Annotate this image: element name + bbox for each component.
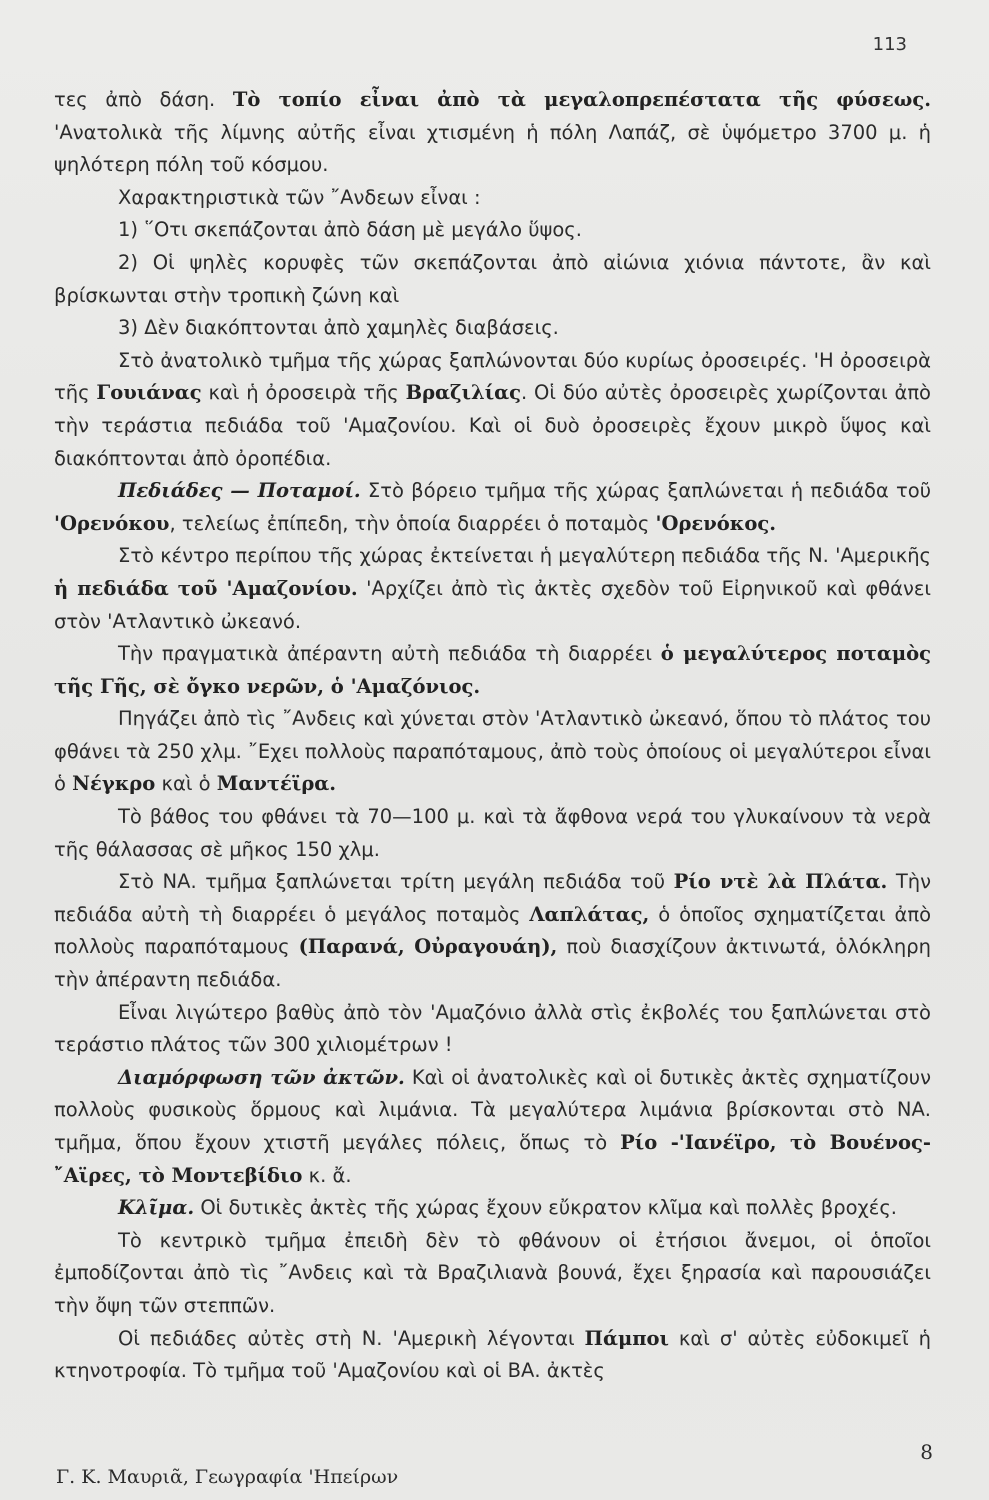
paragraph-amazon-plain: Στὸ κέντρο περίπου τῆς χώρας ἐκτείνεται ἡ μεγαλύτερη πεδιάδα τῆς Ν. 'Αμερικῆς ἡ πεδιάδα τοῦ 'Αμαζονίου. 'Αρχίζει ἀπὸ τὶς ἀκτὲς σχεδὸν τοῦ Εἰρηνικοῦ καὶ φθάνει στὸν 'Ατλαντικὸ ὠκεανό.: [54, 544, 932, 633]
paragraph-rio-de-la-plata: Στὸ ΝΑ. τμῆμα ξαπλώνεται τρίτη μεγάλη πεδιάδα τοῦ Ρίο ντὲ λὰ Πλάτα. Τὴν πεδιάδα αὐτὴ τὴ διαρρέει ὁ μεγάλος ποταμὸς Λαπλάτας, ὁ ὁποῖος σχηματίζεται ἀπὸ πολλοὺς παραπόταμους (Παρανά, Οὐραγουάη), ποὺ διασχίζουν ἀκτινωτά, ὁλόκληρη τὴν ἀπέραντη πεδιάδα.: [54, 870, 932, 992]
features-list: [54, 214, 931, 344]
paragraph-depth: Τὸ βάθος του φθάνει τὰ 70—100 μ. καὶ τὰ ἄφθονα νερά του γλυκαίνουν τὰ νερὰ τῆς θάλασσας σὲ μῆκος 150 χλμ.: [54, 805, 931, 861]
section-heading: Κλῖμα.: [118, 1196, 195, 1220]
paragraph-climate: Κλῖμα. Οἱ δυτικὲς ἀκτὲς τῆς χώρας ἔχουν εὔκρατον κλῖμα καὶ πολλὲς βροχές.: [118, 1196, 897, 1220]
paragraph-tributaries: Πηγάζει ἀπὸ τὶς ῎Ανδεις καὶ χύνεται στὸν 'Ατλαντικὸ ὠκεανό, ὅπου τὸ πλάτος του φθάνει τὰ 250 χλμ. ῎Εχει πολλοὺς παραπόταμους, ἀπὸ τοὺς ὁποίους οἱ μεγαλύτεροι εἶναι ὁ Νέγκρο καὶ ὁ Μαντέϊρα.: [54, 707, 931, 796]
section-heading: Πεδιάδες — Ποταμοί.: [118, 479, 361, 503]
paragraph-mountain-ranges: Στὸ ἀνατολικὸ τμῆμα τῆς χώρας ξαπλώνονται δύο κυρίως ὀροσειρές. 'Η ὀροσειρὰ τῆς Γουιάνας καὶ ἡ ὀροσειρὰ τῆς Βραζιλίας. Οἱ δύο αὐτὲς ὀροσειρὲς χωρίζονται ἀπὸ τὴν τεράστια πεδιάδα τοῦ 'Αμαζονίου. Καὶ οἱ δυὸ ὀροσειρὲς ἔχουν μικρὸ ὕψος καὶ διακόπτονται ἀπὸ ὀροπέδια.: [54, 348, 931, 470]
paragraph-coasts: Διαμόρφωση τῶν ἀκτῶν. Καὶ οἱ ἀνατολικὲς καὶ οἱ δυτικὲς ἀκτὲς σχηματίζουν πολλοὺς φυσικοὺς ὅρμους καὶ λιμάνια. Τὰ μεγαλύτερα λιμάνια βρίσκονται στὸ ΝΑ. τμῆμα, ὅπου ἔχουν χτιστῆ μεγάλες πόλεις, ὅπως τὸ Ρίο -'Ιανέϊρο, τὸ Βουένος-῎Αϊρες, τὸ Μοντεβίδιο κ. ἄ.: [54, 1065, 932, 1187]
list-item: 1) ῞Οτι σκεπάζονται ἀπὸ δάση μὲ μεγάλο ὕψος.: [118, 218, 582, 242]
sheet-number: 8: [920, 1440, 933, 1464]
paragraph-central-region: Τὸ κεντρικὸ τμῆμα ἐπειδὴ δὲν τὸ φθάνουν οἱ ἐτήσιοι ἄνεμοι, οἱ ὁποῖοι ἐμποδίζονται ἀπὸ τὶς ῎Ανδεις καὶ τὰ Βραζιλιανὰ βουνά, ἔχει ξηρασία καὶ παρουσιάζει τὴν ὄψη τῶν στεππῶν.: [54, 1228, 931, 1317]
paragraph-estuary: Εἶναι λιγώτερο βαθὺς ἀπὸ τὸν 'Αμαζόνιο ἀλλὰ στὶς ἐκβολές του ξαπλώνεται στὸ τεράστιο πλάτος τῶν 300 χιλιομέτρων !: [54, 1000, 931, 1057]
paragraph-plains-rivers: Πεδιάδες — Ποταμοί. Στὸ βόρειο τμῆμα τῆς χώρας ξαπλώνεται ἡ πεδιάδα τοῦ 'Ορενόκου, τελείως ἐπίπεδη, τὴν ὁποία διαρρέει ὁ ποταμὸς 'Ορενόκος.: [54, 479, 931, 535]
signature-line: Γ. Κ. Μαυριᾶ, Γεωγραφία 'Ηπείρων: [56, 1466, 399, 1488]
list-item: 2) Οἱ ψηλὲς κορυφὲς τῶν σκεπάζονται ἀπὸ αἰώνια χιόνια πάντοτε, ἂν καὶ βρίσκωνται στὴν τροπικὴ ζώνη καὶ: [54, 250, 931, 307]
page-number: 113: [872, 34, 907, 55]
section-heading: Διαμόρφωση τῶν ἀκτῶν.: [118, 1065, 405, 1089]
paragraph-intro: τες ἀπὸ δάση. Τὸ τοπίο εἶναι ἀπὸ τὰ μεγαλοπρεπέστατα τῆς φύσεως. 'Ανατολικὰ τῆς λίμνης αὐτῆς εἶναι χτισμένη ἡ πόλη Λαπάζ, σὲ ὑψόμετρο 3700 μ. ἡ ψηλότερη πόλη τοῦ κόσμου.: [54, 88, 932, 177]
paragraph-amazon-river: Τὴν πραγματικὰ ἀπέραντη αὐτὴ πεδιάδα τὴ διαρρέει ὁ μεγαλύτερος ποταμὸς τῆς Γῆς, σὲ ὄγκο νερῶν, ὁ 'Αμαζόνιος.: [54, 642, 931, 698]
paragraph-andes-features: Χαρακτηριστικὰ τῶν ῎Ανδεων εἶναι :: [118, 185, 481, 209]
paragraph-pampas: Οἱ πεδιάδες αὐτὲς στὴ Ν. 'Αμερικὴ λέγονται Πάμποι καὶ σ' αὐτὲς εὐδοκιμεῖ ἡ κτηνοτροφία. Τὸ τμῆμα τοῦ 'Αμαζονίου καὶ οἱ ΒΑ. ἀκτὲς: [54, 1326, 931, 1383]
body-text: [54, 84, 931, 1388]
list-item: 3) Δὲν διακόπτονται ἀπὸ χαμηλὲς διαβάσεις.: [118, 316, 559, 340]
